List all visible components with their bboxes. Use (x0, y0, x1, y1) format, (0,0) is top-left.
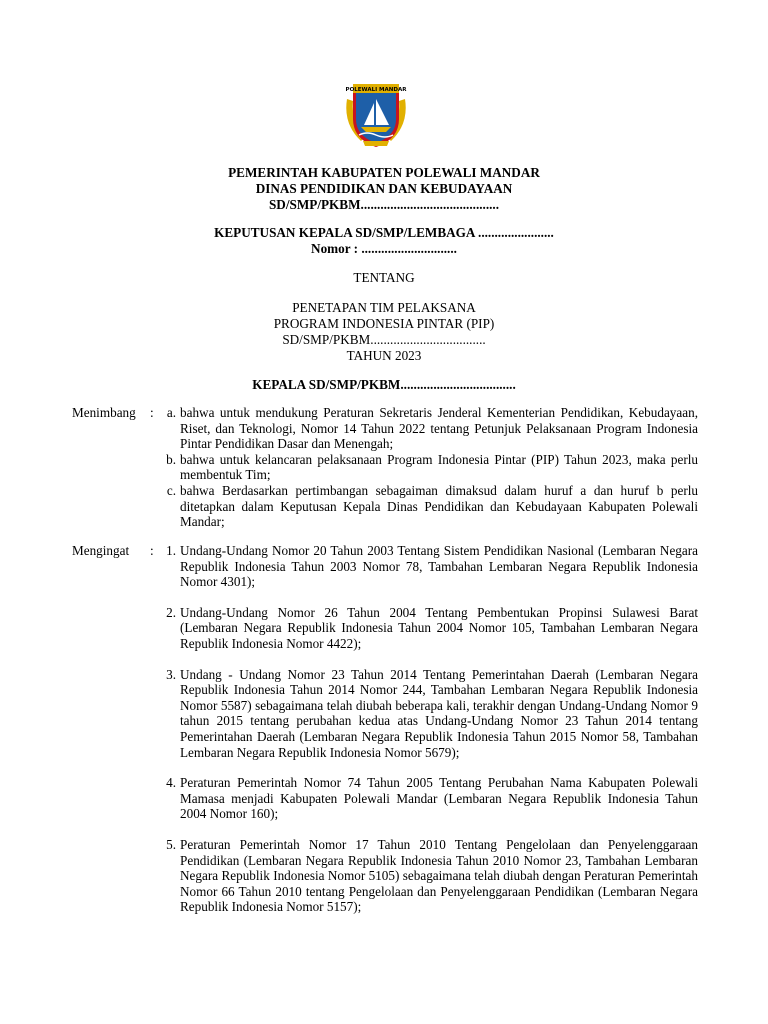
subject-line-2: PROGRAM INDONESIA PINTAR (PIP) (273, 316, 495, 331)
list-marker: 1. (166, 543, 176, 558)
list-marker: 4. (166, 775, 176, 791)
kepala-heading: KEPALA SD/SMP/PKBM................................... (252, 377, 516, 392)
logo-banner-text: POLEWALI MANDAR (345, 87, 407, 93)
institution-header (0, 165, 768, 213)
mengingat-item-2: Undang-Undang Nomor 26 Tahun 2004 Tentang Pembentukan Propinsi Sulawesi Barat (Lembaran Negara Republik Indonesia Tahun 2004 Nomor 105, Tambahan Lembaran Negara Republik Indonesia Nomor 4422); (180, 604, 698, 651)
decision-title: KEPUTUSAN KEPALA SD/SMP/LEMBAGA ....................... (214, 225, 554, 240)
tentang-heading: TENTANG (353, 270, 415, 285)
menimbang-item-c: bahwa Berdasarkan pertimbangan sebagaiman dimaksud dalam huruf a dan huruf b perlu ditetapkan dalam Keputusan Kepala Dinas Pendidikan dan Kebudayaan Kabupaten Polewali Mandar; (180, 482, 698, 530)
mengingat-item-1: Undang-Undang Nomor 20 Tahun 2003 Tentang Sistem Pendidikan Nasional (Lembaran Negara Republik Indonesia Tahun 2003 Nomor 78, Tambahan Lembaran Negara Republik Indonesia Nomor 4301); (180, 543, 698, 590)
list-marker: 2. (166, 604, 176, 620)
regency-emblem-logo (341, 79, 411, 151)
mengingat-section (72, 543, 698, 915)
decision-number: Nomor : ............................. (311, 241, 457, 256)
decision-heading (0, 225, 768, 257)
menimbang-section (72, 405, 698, 530)
menimbang-item-a: bahwa untuk mendukung Peraturan Sekretaris Jenderal Kementerian Pendidikan, Kebudayaan, Riset, dan Teknologi, Nomor 14 Tahun 2022 tentang Petunjuk Pelaksanaan Program Indonesia Pintar Pendidikan Dasar dan Menengah; (180, 405, 698, 452)
header-line-school: SD/SMP/PKBM.......................................... (268, 197, 500, 212)
list-marker: 3. (166, 666, 176, 682)
subject-line-3: SD/SMP/PKBM................................... (282, 332, 486, 347)
mengingat-colon: : (150, 543, 154, 558)
list-marker: 5. (166, 836, 176, 852)
list-marker: b. (166, 451, 176, 467)
mengingat-item-4: Peraturan Pemerintah Nomor 74 Tahun 2005 Tentang Perubahan Nama Kabupaten Polewali Mamasa menjadi Kabupaten Polewali Mandar (Lembaran Negara Republik Indonesia Tahun 2004 Nomor 160); (180, 775, 698, 822)
mengingat-label: Mengingat (72, 543, 130, 558)
menimbang-label: Menimbang (72, 405, 136, 420)
mengingat-item-5: Peraturan Pemerintah Nomor 17 Tahun 2010 Tentang Pengelolaan dan Penyelenggaraan Pendidikan (Lembaran Negara Republik Indonesia Tahun 2010 Nomor 23, Tambahan Lembaran Negara Republik Indonesia Nomor 5105) sebagaimana telah diubah dengan Peraturan Pemerintah Nomor 66 Tahun 2010 tentang Pengelolaan dan Penyelenggaraan Pendidikan (Lembaran Negara Republik Indonesia Nomor 5157); (180, 836, 698, 915)
list-marker: a. (166, 405, 176, 420)
list-marker: c. (166, 482, 176, 498)
header-line-department: DINAS PENDIDIKAN DAN KEBUDAYAAN (255, 181, 513, 196)
mengingat-item-3: Undang - Undang Nomor 23 Tahun 2014 Tentang Pemerintahan Daerah (Lembaran Negara Republik Indonesia Tahun 2014 Nomor 244, Tambahan Lembaran Negara Republik Indonesia Nomor 5587) sebagaimana telah diubah beberapa kali, terakhir dengan Undang-Undang Nomor 9 tahun 2015 tentang perubahan kedua atas Undang-Undang Nomor 23 Tahun 2014 tentang Pemerintahan Daerah (Lembaran Negara Republik Indonesia Tahun 2015 Nomor 58, Tambahan Lembaran Negara Republik Indonesia Nomor 5679); (180, 666, 698, 760)
subject-line-1: PENETAPAN TIM PELAKSANA (292, 300, 476, 315)
menimbang-colon: : (150, 405, 154, 420)
menimbang-item-b: bahwa untuk kelancaran pelaksanaan Program Indonesia Pintar (PIP) Tahun 2023, maka perlu membentuk Tim; (180, 451, 698, 483)
subject-line-4: TAHUN 2023 (346, 348, 422, 363)
subject-block (0, 300, 768, 364)
header-line-government: PEMERINTAH KABUPATEN POLEWALI MANDAR (228, 165, 540, 180)
